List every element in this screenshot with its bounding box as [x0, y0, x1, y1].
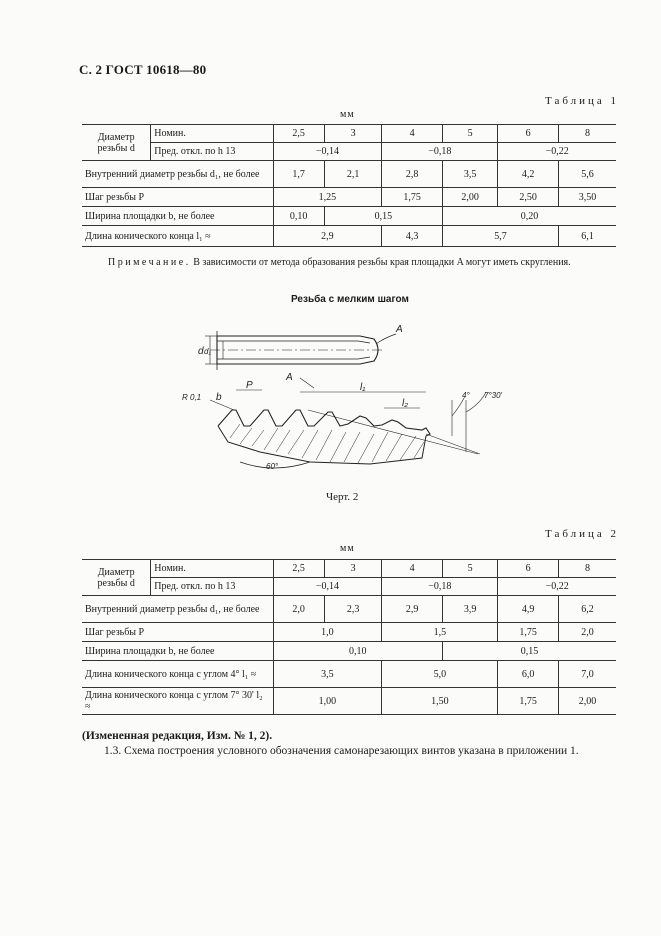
- t2-flat-cell: 0,15: [442, 642, 616, 661]
- label-d: d: [198, 346, 204, 357]
- t2-deviation-cell: −0,22: [498, 578, 616, 596]
- t2-deviation-cell: −0,18: [382, 578, 498, 596]
- t1-flat-cell: 0,20: [442, 207, 616, 226]
- thread-drawing: [170, 312, 510, 484]
- t1-pitch-cell: 1,75: [382, 188, 443, 207]
- t2-cone4-cell: 7,0: [558, 661, 616, 688]
- t2-cone4-label: Длина конического конца с углом 4° l₁ ≈: [82, 661, 273, 688]
- t1-inner-cell: 5,6: [558, 161, 616, 188]
- figure-title: Резьба с мелким шагом: [291, 294, 409, 305]
- t2-inner-cell: 2,9: [382, 596, 443, 623]
- label-b: b: [216, 392, 222, 403]
- label-P: P: [246, 380, 253, 391]
- t1-deviation-cell: −0,18: [382, 143, 498, 161]
- note-text: В зависимости от метода образования резьбы края площадки A могут иметь скругления.: [193, 257, 571, 268]
- t2-cone730-cell: 1,50: [382, 688, 498, 715]
- t2-pitch-cell: 1,0: [273, 623, 382, 642]
- label-60deg: 60°: [266, 462, 279, 471]
- table1: [82, 124, 616, 247]
- t1-pitch-cell: 2,50: [498, 188, 559, 207]
- note-label: Примечание.: [108, 257, 191, 268]
- t1-pitch-cell: 2,00: [442, 188, 497, 207]
- t1-inner-label: Внутренний диаметр резьбы d₁, не более: [82, 161, 273, 188]
- t2-nominal-cell: 5: [442, 560, 497, 578]
- t2-flat-label: Ширина площадки b, не более: [82, 642, 273, 661]
- t1-deviation-cell: −0,14: [273, 143, 382, 161]
- t1-flat-cell: 0,15: [324, 207, 442, 226]
- t1-cone-cell: 4,3: [382, 226, 443, 247]
- paragraph-1-3: 1.3. Схема построения условного обозначения самонарезающих винтов указана в приложении 1.: [104, 745, 579, 757]
- t2-deviation-label: Пред. откл. по h 13: [151, 578, 273, 596]
- t1-nominal-label: Номин.: [151, 125, 273, 143]
- t2-cone730-cell: 2,00: [558, 688, 616, 715]
- t2-cone730-cell: 1,00: [273, 688, 382, 715]
- table2-caption: Таблица 2: [545, 528, 620, 540]
- section-hatch: [230, 424, 424, 463]
- t1-inner-cell: 2,1: [324, 161, 382, 188]
- t2-inner-cell: 3,9: [442, 596, 497, 623]
- label-4deg: 4°: [462, 391, 470, 400]
- t1-cone-cell: 5,7: [442, 226, 558, 247]
- t2-flat-cell: 0,10: [273, 642, 442, 661]
- t2-inner-cell: 2,3: [324, 596, 382, 623]
- t1-nominal-cell: 2,5: [273, 125, 324, 143]
- t1-pitch-label: Шаг резьбы P: [82, 188, 273, 207]
- t1-pitch-cell: 3,50: [558, 188, 616, 207]
- t1-flat-cell: 0,10: [273, 207, 324, 226]
- t1-inner-cell: 4,2: [498, 161, 559, 188]
- figure-caption: Черт. 2: [326, 491, 359, 503]
- t1-nominal-cell: 6: [498, 125, 559, 143]
- t2-cone4-cell: 5,0: [382, 661, 498, 688]
- t2-inner-cell: 2,0: [273, 596, 324, 623]
- t2-inner-cell: 6,2: [558, 596, 616, 623]
- t2-pitch-label: Шаг резьбы P: [82, 623, 273, 642]
- t2-cone4-cell: 6,0: [498, 661, 559, 688]
- table2: [82, 559, 616, 715]
- t2-nominal-cell: 2,5: [273, 560, 324, 578]
- t1-flat-label: Ширина площадки b, не более: [82, 207, 273, 226]
- label-A-mid: A: [286, 372, 293, 383]
- t2-pitch-cell: 2,0: [558, 623, 616, 642]
- t1-pitch-cell: 1,25: [273, 188, 382, 207]
- t2-cone730-cell: 1,75: [498, 688, 559, 715]
- t2-cone4-cell: 3,5: [273, 661, 382, 688]
- t1-inner-cell: 2,8: [382, 161, 443, 188]
- t2-deviation-cell: −0,14: [273, 578, 382, 596]
- t1-nominal-cell: 4: [382, 125, 443, 143]
- t2-nominal-cell: 8: [558, 560, 616, 578]
- table1-note: [82, 256, 616, 269]
- t2-inner-cell: 4,9: [498, 596, 559, 623]
- t2-nominal-cell: 3: [324, 560, 382, 578]
- t1-nominal-cell: 5: [442, 125, 497, 143]
- t1-nominal-cell: 3: [324, 125, 382, 143]
- label-l1: l₁: [360, 382, 366, 393]
- label-R: R 0,1: [182, 393, 202, 402]
- t1-cone-cell: 6,1: [558, 226, 616, 247]
- table1-caption: Таблица 1: [545, 95, 620, 107]
- t1-diameter-label: Диаметр резьбы d: [82, 125, 151, 161]
- t2-diameter-label: Диаметр резьбы d: [82, 560, 151, 596]
- table1-unit: мм: [340, 109, 355, 120]
- t2-nominal-cell: 4: [382, 560, 443, 578]
- label-730: 7°30': [484, 391, 503, 400]
- t2-inner-label: Внутренний диаметр резьбы d₁, не более: [82, 596, 273, 623]
- label-d1: d₁: [204, 347, 211, 356]
- page-header: С. 2 ГОСТ 10618—80: [79, 62, 207, 77]
- t2-nominal-label: Номин.: [151, 560, 273, 578]
- t1-deviation-label: Пред. откл. по h 13: [151, 143, 273, 161]
- t2-pitch-cell: 1,5: [382, 623, 498, 642]
- t1-cone-cell: 2,9: [273, 226, 382, 247]
- revision-note: (Измененная редакция, Изм. № 1, 2).: [82, 730, 273, 742]
- label-l2: l₂: [402, 398, 409, 409]
- t2-cone730-label: Длина конического конца с углом 7° 30' l₂ ≈: [82, 688, 273, 715]
- table2-unit: мм: [340, 543, 355, 554]
- t2-nominal-cell: 6: [498, 560, 559, 578]
- t1-deviation-cell: −0,22: [498, 143, 616, 161]
- t1-inner-cell: 3,5: [442, 161, 497, 188]
- t1-cone-label: Длина конического конца l₁ ≈: [82, 226, 273, 247]
- t1-nominal-cell: 8: [558, 125, 616, 143]
- label-A-top: A: [396, 324, 403, 335]
- t1-inner-cell: 1,7: [273, 161, 324, 188]
- t2-pitch-cell: 1,75: [498, 623, 559, 642]
